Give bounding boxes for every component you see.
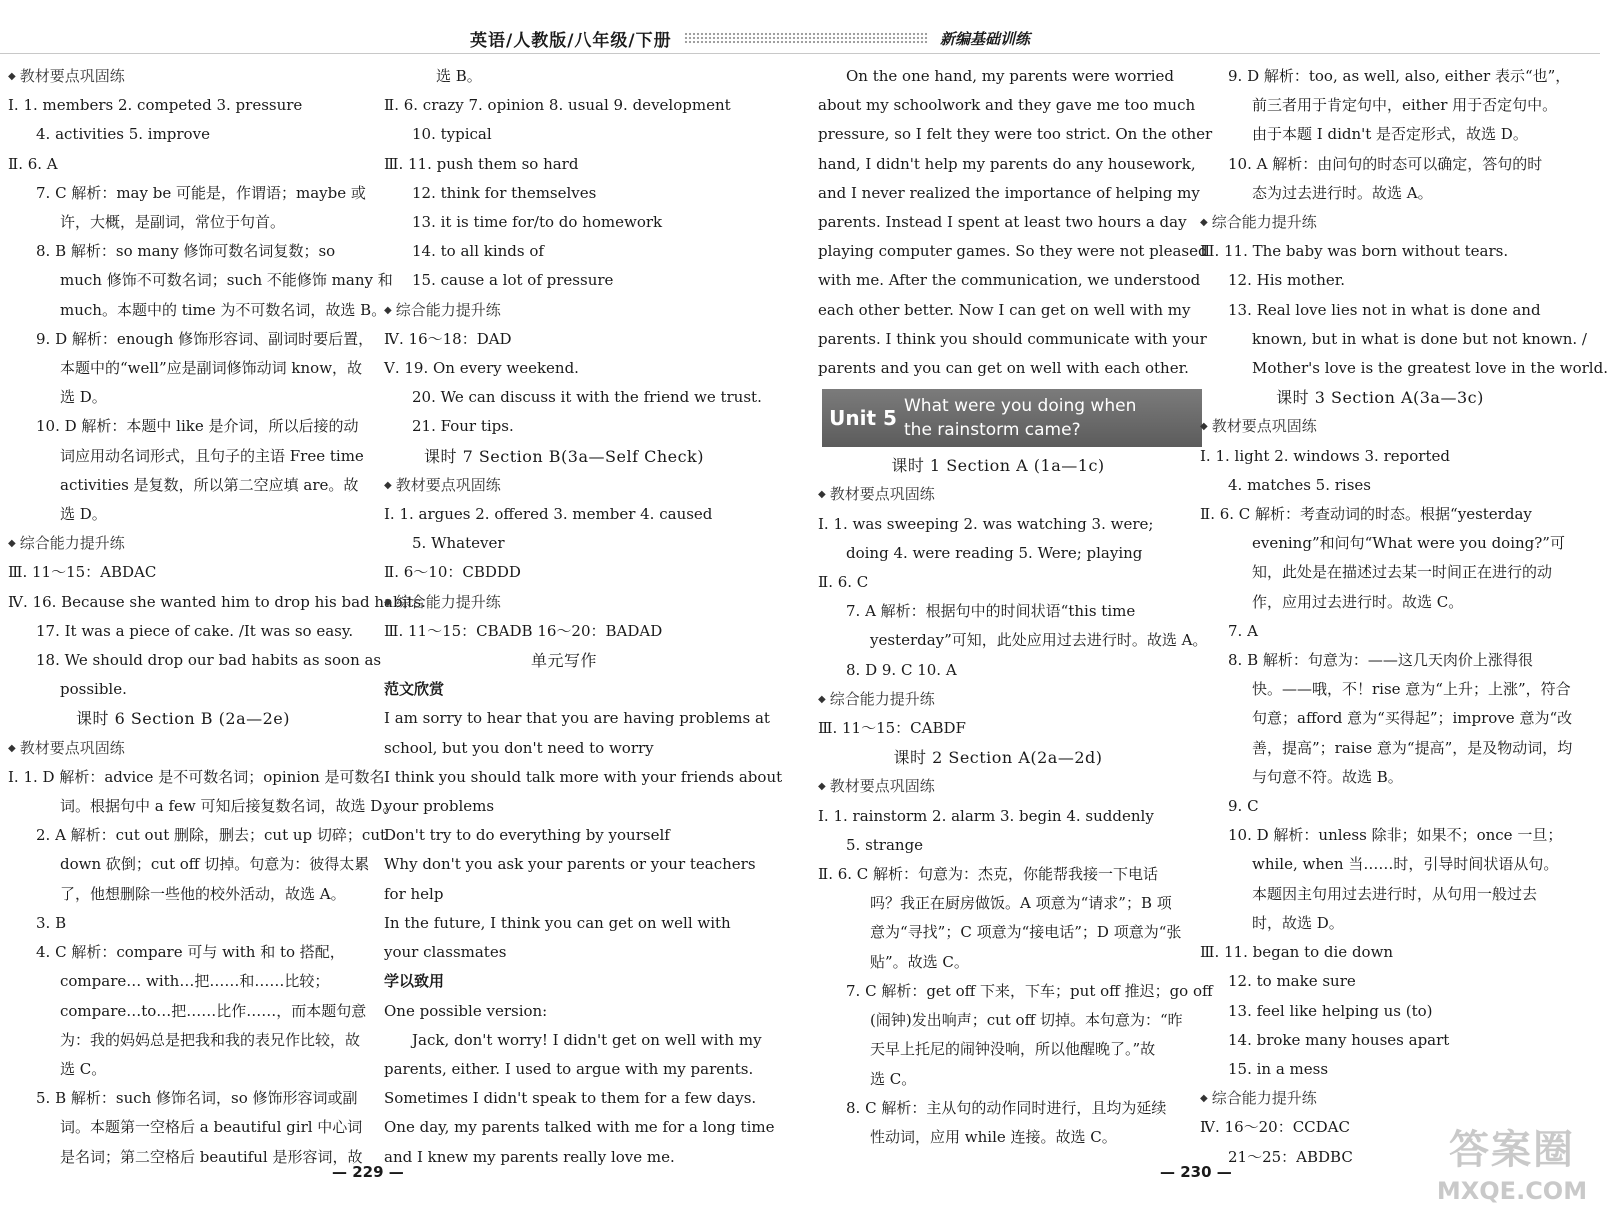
section-heading: ◆ 教材要点巩固练 — [8, 734, 358, 763]
answer-line: Don't try to do everything by yourself — [384, 826, 670, 845]
answer-line: 选 C。 — [870, 1069, 917, 1088]
section-heading: ◆ 教材要点巩固练 — [818, 772, 1178, 801]
answer-line: 17. It was a piece of cake. /It was so easy. — [36, 621, 354, 640]
answer-line: 态为过去进行时。故选 A。 — [1252, 183, 1433, 202]
answer-line: Ⅳ. 16～18：DAD — [384, 329, 512, 348]
answer-line: Mother's love is the greatest love in the world. — [1252, 359, 1608, 378]
answer-line: and I never realized the importance of helping my — [818, 183, 1200, 202]
answer-line: 词应用动名词形式，且句子的主语 Free time — [60, 446, 364, 465]
answer-line: 7. C 解析：get off 下来，下车；put off 推迟；go off — [846, 981, 1213, 1000]
answer-line: 本题中的“well”应是副词修饰动词 know，故 — [60, 359, 363, 378]
answer-line: 10. D 解析：unless 除非；如果不；once 一旦； — [1228, 826, 1563, 845]
answer-line: Ⅳ. 16. Because she wanted him to drop his bad habits. — [8, 592, 426, 611]
answer-line: compare… with…把……和……比较； — [60, 972, 330, 991]
answer-line: Ⅴ. 19. On every weekend. — [384, 359, 579, 378]
section-heading: ◆ 综合能力提升练 — [384, 588, 744, 617]
answer-line: 2. A 解析：cut out 删除，删去；cut up 切碎；cut — [36, 826, 387, 845]
answer-line: 4. C 解析：compare 可与 with 和 to 搭配， — [36, 943, 345, 962]
answer-line: 14. broke many houses apart — [1228, 1030, 1450, 1049]
answer-line: 与句意不符。故选 B。 — [1252, 767, 1403, 786]
answer-line: 由于本题 I didn't 是否定形式，故选 D。 — [1252, 125, 1528, 144]
answer-line: Ⅱ. 6. crazy 7. opinion 8. usual 9. development — [384, 96, 731, 115]
section-heading: ◆ 教材要点巩固练 — [818, 480, 1178, 509]
answer-line: and I knew my parents really love me. — [384, 1147, 675, 1166]
answer-line: 8. B 解析：句意为：——这几天肉价上涨得很 — [1228, 651, 1533, 670]
answer-line: doing 4. were reading 5. Were; playing — [846, 543, 1143, 562]
answer-line: 3. B — [36, 913, 67, 932]
answer-line: 8. C 解析：主从句的动作同时进行，且均为延续 — [846, 1098, 1167, 1117]
answer-line: parents, either. I used to argue with my parents. — [384, 1059, 754, 1078]
answer-line: school, but you don't need to worry — [384, 738, 654, 757]
answer-line: 吗？我正在厨房做饭。A 项意为“请求”；B 项 — [870, 894, 1172, 913]
answer-line: Ⅰ. 1. was sweeping 2. was watching 3. were; — [818, 514, 1154, 533]
answer-line: much。本题中的 time 为不可数名词，故选 B。 — [60, 300, 387, 319]
answer-line: Ⅲ. 11. push them so hard — [384, 154, 579, 173]
answer-line: I think you should talk more with your friends about — [384, 767, 783, 786]
answer-line: 善，提高”；raise 意为“提高”，是及物动词，均 — [1252, 738, 1573, 757]
answer-line: Jack, don't worry! I didn't get on well with my — [412, 1030, 762, 1049]
page-number-right: — 230 — — [1160, 1163, 1232, 1181]
answer-line: 句意；afford 意为“买得起”；improve 意为“改 — [1252, 709, 1573, 728]
answer-line: 7. A 解析：根据句中的时间状语“this time — [846, 602, 1136, 621]
answer-line: playing computer games. So they were not pleased — [818, 242, 1208, 261]
answer-line: 本题因主句用过去进行时，从句用一般过去 — [1252, 884, 1538, 903]
answer-line: your classmates — [384, 943, 507, 962]
answer-line: 9. D 解析：enough 修饰形容词、副词时要后置， — [36, 329, 374, 348]
answer-line: down 砍倒；cut off 切掉。句意为：彼得太累 — [60, 855, 370, 874]
answer-line: Ⅲ. 11～15：ABDAC — [8, 563, 157, 582]
answer-line: 5. Whatever — [412, 534, 505, 553]
lesson-heading: 课时 6 Section B (2a—2e) — [75, 709, 290, 729]
answer-line: Sometimes I didn't speak to them for a few days. — [384, 1089, 757, 1108]
answer-line: pressure, so I felt they were too strict. On the other — [818, 125, 1213, 144]
course-title: 英语/人教版/八年级/下册 — [470, 30, 672, 51]
answer-line: Ⅰ. 1. D 解析：advice 是不可数名词；opinion 是可数名 — [8, 767, 385, 786]
section-heading: ◆ 综合能力提升练 — [8, 529, 358, 558]
series-title: 新编基础训练 — [939, 29, 1030, 48]
section-heading: ◆ 教材要点巩固练 — [8, 62, 358, 91]
answer-line: 7. C 解析：may be 可能是，作谓语；maybe 或 — [36, 183, 366, 202]
answer-line: 9. D 解析：too, as well, also, either 表示“也”， — [1228, 67, 1571, 85]
answer-line: I am sorry to hear that you are having problems at — [384, 709, 770, 728]
answer-line: 贴”。故选 C。 — [870, 952, 969, 971]
answer-line: Ⅲ. 11. The baby was born without tears. — [1200, 242, 1509, 261]
answer-line: Why don't you ask your parents or your teachers — [384, 855, 756, 874]
answer-line: compare…to…把……比作……，而本题句意 — [60, 1001, 367, 1020]
answer-line: 21. Four tips. — [412, 417, 514, 436]
lesson-heading: 单元写作 — [530, 651, 597, 671]
section-heading: ◆ 综合能力提升练 — [818, 685, 1178, 714]
answer-line: Ⅲ. 11. began to die down — [1200, 943, 1394, 962]
answer-line: your problems — [384, 797, 495, 816]
answer-line: Ⅱ. 6. A — [8, 154, 58, 173]
header-dot-band — [684, 32, 928, 44]
answer-line: with me. After the communication, we understood — [818, 271, 1201, 290]
answer-line: 知，此处是在描述过去某一时间正在进行的动 — [1252, 563, 1553, 582]
answer-line: 4. activities 5. improve — [36, 125, 210, 144]
answer-line: 作，应用过去进行时。故选 C。 — [1252, 592, 1464, 611]
running-header — [470, 26, 1030, 50]
answer-line: 选 C。 — [60, 1059, 107, 1078]
answer-line: about my schoolwork and they gave me too much — [818, 96, 1196, 115]
answer-line: One possible version: — [384, 1001, 548, 1020]
answer-line: 15. in a mess — [1228, 1059, 1329, 1078]
answer-line: 15. cause a lot of pressure — [412, 271, 614, 290]
answer-line: parents. Instead I spent at least two hours a day — [818, 213, 1187, 232]
answer-line: Ⅱ. 6～10：CBDDD — [384, 563, 521, 582]
header-rule — [0, 53, 1600, 54]
answer-line: 意为“寻找”；C 项意为“接电话”；D 项意为“张 — [870, 923, 1182, 942]
section-heading: ◆ 综合能力提升练 — [384, 296, 744, 325]
answer-line: 词。本题第一空格后 a beautiful girl 中心词 — [60, 1118, 363, 1137]
answer-line: evening”和问句“What were you doing?”可 — [1252, 534, 1565, 553]
answer-line: for help — [384, 884, 444, 903]
answer-line: 8. D 9. C 10. A — [846, 660, 957, 679]
answer-column-2 — [384, 62, 783, 1172]
answer-line: 选 D。 — [60, 505, 107, 524]
answer-line: 词。根据句中 a few 可知后接复数名词，故选 D。 — [60, 797, 398, 816]
answer-line: each other better. Now I can get on well with my — [818, 300, 1191, 319]
answer-line: 20. We can discuss it with the friend we trust. — [412, 388, 762, 407]
answer-line: 天早上托尼的闹钟没响，所以他醒晚了。”故 — [870, 1040, 1156, 1059]
answer-line: possible. — [60, 680, 127, 699]
answer-line: 13. Real love lies not in what is done and — [1228, 300, 1541, 319]
unit-title — [904, 394, 1136, 442]
answer-line: Ⅲ. 11～15：CABDF — [818, 719, 966, 738]
answer-line: 前三者用于肯定句中，either 用于否定句中。 — [1252, 96, 1558, 115]
answer-line: 许，大概，是副词，常位于句首。 — [60, 213, 286, 232]
answer-line: 快。——哦，不！rise 意为“上升；上涨”，符合 — [1252, 680, 1571, 699]
answer-line: One day, my parents talked with me for a long time — [384, 1118, 775, 1137]
page-number-left: — 229 — — [332, 1163, 404, 1181]
answer-line: 14. to all kinds of — [412, 242, 544, 261]
unit-banner — [822, 389, 1202, 447]
answer-line: much 修饰不可数名词；such 不能修饰 many 和 — [60, 271, 393, 290]
answer-line: (闹钟)发出响声；cut off 切掉。本句意为：“昨 — [870, 1011, 1183, 1030]
answer-line: Ⅱ. 6. C — [818, 573, 869, 592]
answer-line: 10. D 解析：本题中 like 是介词，所以后接的动 — [36, 417, 359, 436]
answer-line: 性动词，应用 while 连接。故选 C。 — [870, 1127, 1117, 1146]
answer-line: 9. C — [1228, 797, 1259, 816]
answer-line: 时，故选 D。 — [1252, 913, 1344, 932]
answer-line: parents and you can get on well with each other. — [818, 359, 1189, 378]
answer-line: 12. to make sure — [1228, 972, 1356, 991]
lesson-heading: 课时 7 Section B(3a—Self Check) — [423, 446, 704, 466]
answer-line: Ⅰ. 1. light 2. windows 3. reported — [1200, 446, 1450, 465]
subsection-heading: 范文欣赏 — [384, 680, 445, 699]
unit-title-line: the rainstorm came? — [904, 420, 1081, 441]
answer-line: Ⅰ. 1. rainstorm 2. alarm 3. begin 4. suddenly — [818, 806, 1154, 825]
answer-line: 选 D。 — [60, 388, 107, 407]
answer-line: 8. B 解析：so many 修饰可数名词复数；so — [36, 242, 336, 261]
answer-line: Ⅱ. 6. C 解析：考查动词的时态。根据“yesterday — [1200, 505, 1532, 524]
lesson-heading: 课时 1 Section A (1a—1c) — [891, 456, 1105, 476]
answer-line: 13. it is time for/to do homework — [412, 213, 663, 232]
section-heading: ◆ 综合能力提升练 — [1200, 208, 1560, 237]
answer-line: 12. think for themselves — [412, 183, 597, 202]
answer-line: Ⅰ. 1. members 2. competed 3. pressure — [8, 96, 303, 115]
answer-line: 18. We should drop our bad habits as soon as — [36, 651, 382, 670]
answer-line: 13. feel like helping us (to) — [1228, 1001, 1433, 1020]
section-heading: ◆ 教材要点巩固练 — [384, 471, 744, 500]
answer-line: Ⅰ. 1. argues 2. offered 3. member 4. caused — [384, 505, 713, 524]
answer-line: activities 是复数，所以第二空应填 are。故 — [60, 475, 359, 494]
answer-line: yesterday”可知，此处应用过去进行时。故选 A。 — [870, 631, 1208, 650]
answer-line: 了，他想删除一些他的校外活动，故选 A。 — [60, 884, 346, 903]
lesson-heading: 课时 2 Section A(2a—2d) — [893, 748, 1103, 768]
section-heading: ◆ 教材要点巩固练 — [1200, 412, 1560, 441]
answer-line: 21～25：ABDBC — [1228, 1147, 1353, 1166]
answer-line: 12. His mother. — [1228, 271, 1346, 290]
answer-line: Ⅱ. 6. C 解析：句意为：杰克，你能帮我接一下电话 — [818, 865, 1159, 884]
watermark-logo: 答案圈 MXQE.COM — [1436, 1127, 1588, 1205]
subsection-heading: 学以致用 — [384, 972, 445, 991]
answer-column-3 — [818, 62, 1213, 1152]
answer-line: Ⅲ. 11～15：CBADB 16～20：BADAD — [384, 621, 663, 640]
unit-number: Unit 5 — [829, 405, 897, 430]
answer-line: 5. B 解析：such 修饰名词，so 修饰形容词或副 — [36, 1089, 358, 1108]
answer-line: while, when 当……时，引导时间状语从句。 — [1252, 855, 1559, 874]
answer-line: 10. typical — [412, 125, 492, 144]
answer-line: On the one hand, my parents were worried — [846, 67, 1175, 85]
answer-line: Ⅳ. 16～20：CCDAC — [1200, 1118, 1350, 1137]
section-heading: ◆ 综合能力提升练 — [1200, 1084, 1560, 1113]
answer-line: 5. strange — [846, 835, 924, 854]
answer-line: 7. A — [1228, 621, 1258, 640]
lesson-heading: 课时 3 Section A(3a—3c) — [1276, 388, 1484, 408]
answer-line: 选 B。 — [436, 67, 482, 85]
answer-line: In the future, I think you can get on well with — [384, 913, 731, 932]
answer-line: 10. A 解析：由问句的时态可以确定，答句的时 — [1228, 154, 1543, 173]
answer-line: 4. matches 5. rises — [1228, 475, 1371, 494]
answer-line: known, but in what is done but not known. / — [1252, 329, 1587, 348]
answer-line: parents. I think you should communicate with your — [818, 329, 1207, 348]
answer-line: 为：我的妈妈总是把我和我的表兄作比较，故 — [60, 1030, 361, 1049]
answer-line: hand, I didn't help my parents do any housework, — [818, 154, 1196, 173]
answer-line: 是名词；第二空格后 beautiful 是形容词，故 — [60, 1147, 363, 1166]
unit-title-line: What were you doing when — [904, 396, 1137, 417]
